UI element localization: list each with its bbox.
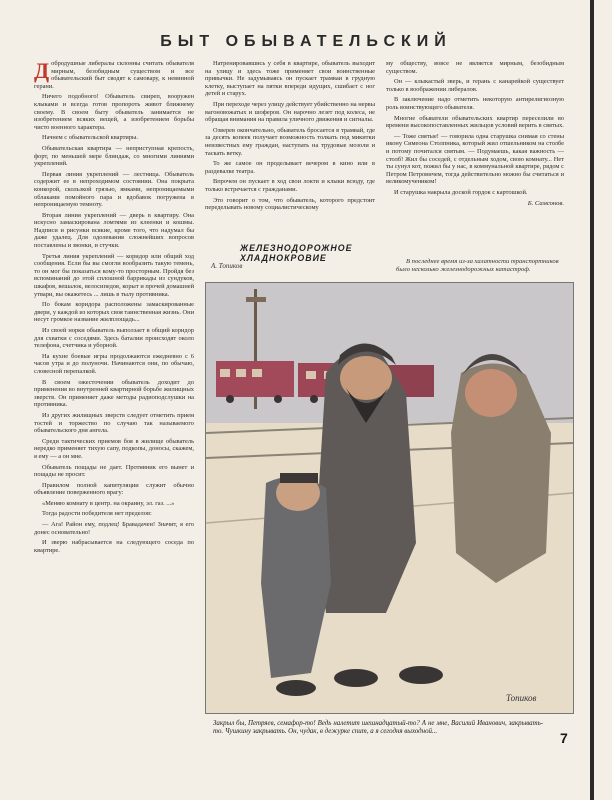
paragraph: Среди тактических приемов боя в жилище обыватель нередко применяет тихую сапу, подкопы, доносы, скажем, я ему — а он мне. <box>34 437 194 460</box>
paragraph: Тогда радости победителя нет пределов: <box>42 510 152 518</box>
artist-signature: Топиков <box>506 693 537 703</box>
article-title: БЫТ ОБЫВАТЕЛЬСКИЙ <box>160 33 452 50</box>
paragraph: Из других жилищных зверств следует отметить прием тостей и торжество по случаю так называемого обывательского дня ангела. <box>34 411 194 435</box>
cartoon-drawing <box>206 283 573 713</box>
page-number: 7 <box>560 730 568 746</box>
paragraph: Натренировавшись у себя в квартире, обыватель выходит на улицу и здесь тоже применяет свои воинственные привычки. Не задумываясь он пускает трамваи в грудную клетку, выступает на пятки впереди идущих, сшибает с ног детей и старух. <box>205 60 375 98</box>
paragraph: Он — клыкастый зверь, и герань с канарейкой существует только в воображении либералов. <box>386 78 564 93</box>
article-column-1 <box>34 60 194 775</box>
artist-name: А. Топиков <box>211 262 243 270</box>
paragraph: Это говорит о том, что обыватель, которого предстоит переделывать новому социалистическому <box>205 196 375 212</box>
paragraph: Ничего подобного! Обыватель свиреп, вооружен клыками и всегда готов пропороть живот ближнему своему. В своем быту обыватель занимается не изобретением всяких вещей, а изобретением борьбы чисто военного характера. <box>34 93 194 131</box>
paragraph: Озверев окончательно, обыватель бросается в трамвай, где за десять копеек получает возможность толкать под микитки неизвестных ему граждан, наступать на трудовые мозоли и таскать ветку. <box>205 126 375 157</box>
paragraph: И зверю набрасывается на следующего соседа по квартире. <box>34 539 194 554</box>
paragraph: Первая линия укреплений — лестница. Обыватель содержит ее в непроходимом состоянии. Она покрыта конкорой, скользкой грязью, ямками, непроницаемыми облаками помойного пара и вдобавок погружена в непроницаемую темноту. <box>34 170 194 209</box>
paragraph: Обыватель пощады не дает. Противник его вынет и пощады не просит. <box>34 463 194 479</box>
paragraph: Добродушные либералы склонны считать обывателя мирным, безобидным существом и все обывательский быт сводят к самовару, к невинной герани. <box>34 60 194 90</box>
paragraph: В своем ожесточении обыватель доходит до применения во внутренней квартирной борьбе жилищных зверств. Он применяет даже методы радиоподслушки на противника. <box>34 378 194 409</box>
paragraph: Многие обыватели обывательских квартир переселили во времени высокопоставленных жильцов условий верить в святых. <box>386 114 564 130</box>
article-column-3 <box>386 60 564 230</box>
paragraph: му обществу, вовсе не является мирным, безобидным существом. <box>386 60 564 75</box>
page-edge-strip <box>590 0 594 800</box>
paragraph: Начнем с обывательской квартиры. <box>42 134 138 142</box>
paragraph: «Меняю комнату в центр. на окраину, эл. газ. ...» <box>42 499 175 507</box>
paragraph: То же самое он проделывает вечером в кино или в раздевалке театра. <box>205 160 375 175</box>
paragraph: На кухне боевые игры продолжаются ежедневно с 6 часов утра и до полуночи. Начинаются они, по обычаю, словесной перепалкой. <box>34 352 194 375</box>
paragraph: Обывательская квартира — неприступная крепость, форт, по меньшей мере блиндаж, со многими линиями укреплений. <box>34 144 194 168</box>
paragraph: По бокам коридора расположены замаскированные двери, у каждой из которых своя таинственная жизнь. Они несут громкое название жилплощадь... <box>34 301 194 324</box>
paragraph: Впрочем он пускает в ход свои локти и клыки всюду, где только встречается с гражданами. <box>205 178 375 193</box>
paragraph: И старушка накрыла доской гордок с картошкой. <box>394 188 528 196</box>
illustration-heading: ЖЕЛЕЗНОДОРОЖНОЕ ХЛАДНОКРОВИЕ <box>240 243 353 263</box>
paragraph: Правилом полной капитуляции служит обычно объявление поверженного врагу: <box>34 481 194 497</box>
paragraph: В заключение надо отметить некоторую антирелигиозную роль воинствующего обывателя. <box>386 96 564 111</box>
paragraph: При переходе через улицу действует убийственно на нервы вагоновожатых и шоферов. Он нарочно лезет под колеса, не обращая внимания на правила уличного движения и сигналы. <box>205 100 375 124</box>
paragraph: Из своей норки обыватель выползает в общий коридор для схватки с соседями. Здесь баталии происходят около телефона, счетчика и уборной. <box>34 327 194 350</box>
drop-cap: Д <box>34 60 50 83</box>
paragraph: Третья линия укреплений — коридор или общий ход сообщения. Если бы вы смогли вообразить такую темень, то он мог бы показаться кому-то просторным. Пройдя без вспоминаний до этой сплошной баррикады из сундуков, шкафов, вешалок, велосипедов, корыт и прочей домашней утвари, вы окажетесь ... лишь в тылу противника. <box>34 252 194 298</box>
paragraph: Вторая линия укреплений — дверь в квартиру. Она искусно замаскирована ломтями из клеенки и кошмы. Надписи и рисунки всякие, кроме того, что надумал бы даже удалец. Для одолевания сложнейших вопросов поставлены и звонки, и стучки. <box>34 211 194 250</box>
paragraph: — Тоже святые! — говорила одна старушка снимая со стены икону Симеона Столпника, который жил отшельником на столбе и потому почитался святым. — Подумаешь, какая важность — столб! Жил бы соседей, с отдельным ходом, свою комнату... Нет ты сунул кот, пожил бы у нас, в коммунальной квартире, рядом с Петром Петровичем, тогда действительно можно бы считаться и великомучеником! <box>386 132 564 186</box>
article-column-2 <box>205 60 375 230</box>
cartoon-caption: Закрыл бы, Петряев, семафор-то! Ведь налетит шешнадцатый-то? А не мне, Василий Иванович, закрывать-то. Чушкину закрывать. Он, чудак, в дежурке спит, а я сегодня выходной... <box>213 720 543 736</box>
cartoon-illustration <box>205 282 574 714</box>
author-signature: Б. Самсонов. <box>527 199 564 207</box>
illustration-note: В последнее время из-за халатности транспортников было несколько железнодорожных катастроф. <box>396 258 559 273</box>
paragraph: — Ага! Район ему, подлец! Бравадачен! Значит, я его донес основательно! <box>34 521 194 536</box>
